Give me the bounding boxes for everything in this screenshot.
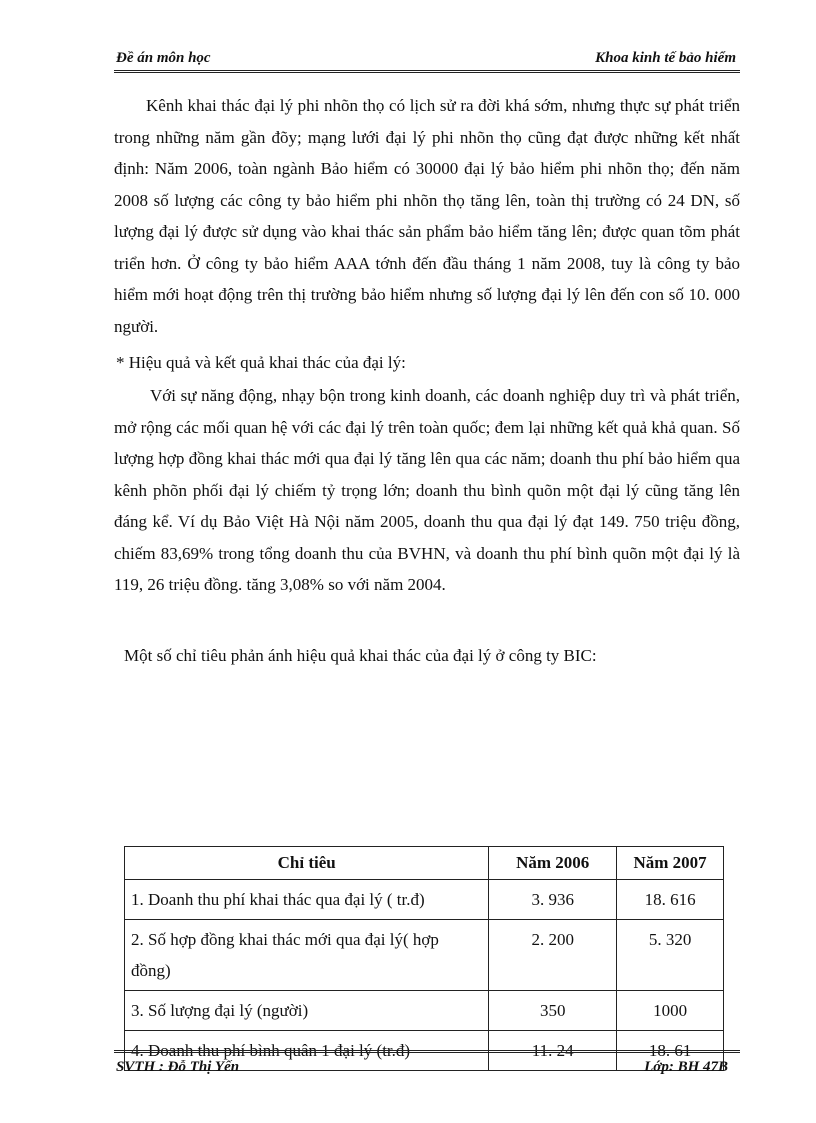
header-course-title: Đề án môn học [116, 50, 211, 66]
table-row [125, 920, 724, 991]
table-row [125, 991, 724, 1031]
cell-2007: 18. 61 [617, 1031, 724, 1071]
cell-indicator: 2. Số hợp đồng khai thác mới qua đại lý( hợp đồng) [125, 920, 489, 991]
cell-2006: 350 [489, 991, 617, 1031]
section-bullet-heading: * Hiệu quả và kết quả khai thác của đại lý: [116, 353, 406, 372]
table-header-row [125, 847, 724, 880]
cell-2006: 3. 936 [489, 880, 617, 920]
cell-2007: 18. 616 [617, 880, 724, 920]
cell-indicator: 4. Doanh thu phí bình quân 1 đại lý (tr.đ) [125, 1031, 489, 1071]
cell-2007: 1000 [617, 991, 724, 1031]
paragraph-agent-channel: Kênh khai thác đại lý phi nhõn thọ có lịch sử ra đời khá sớm, nhưng thực sự phát triển trong những năm gần đõy; mạng lưới đại lý phi nhõn thọ cũng đạt được những kết nhất định: Năm 2006, toàn ngành Bảo hiểm có 30000 đại lý bảo hiểm phi nhõn thọ; đến năm 2008 số lượng các công ty bảo hiểm phi nhõn thọ tăng lên, toàn thị trường có 24 DN, số lượng đại lý được sử dụng vào khai thác sản phẩm bảo hiểm tăng lên; được quan tõm phát triển hơn. Ở công ty bảo hiểm AAA tớnh đến đầu tháng 1 năm 2008, tuy là công ty bảo hiểm mới hoạt động trên thị trường bảo hiểm nhưng số lượng đại lý lên đến con số 10. 000 người. [114, 96, 740, 336]
header-faculty: Khoa kinh tế bảo hiểm [595, 50, 736, 66]
table-row [125, 880, 724, 920]
page-footer [114, 1050, 740, 1079]
header-year-2007: Năm 2007 [617, 847, 724, 880]
header-year-2006: Năm 2006 [489, 847, 617, 880]
indicators-table [124, 846, 724, 1071]
paragraph-agent-results: Với sự năng động, nhạy bộn trong kinh doanh, các doanh nghiệp duy trì và phát triển, mở rộng các mối quan hệ với các đại lý trên toàn quốc; đem lại những kết quả khả quan. Số lượng hợp đồng khai thác mới qua đại lý tăng lên qua các năm; doanh thu phí bảo hiểm qua kênh phõn phối đại lý chiếm tỷ trọng lớn; doanh thu bình quõn một đại lý cũng tăng lên đáng kể. Ví dụ Bảo Việt Hà Nội năm 2005, doanh thu qua đại lý đạt 149. 750 triệu đồng, chiếm 83,69% trong tổng doanh thu của BVHN, và doanh thu phí bình quõn một đại lý là 119, 26 triệu đồng. tăng 3,08% so với năm 2004. [114, 386, 740, 594]
cell-2006: 11. 24 [489, 1031, 617, 1071]
cell-indicator: 1. Doanh thu phí khai thác qua đại lý ( tr.đ) [125, 880, 489, 920]
indicators-table-container [124, 846, 724, 1060]
header-indicator: Chỉ tiêu [125, 847, 489, 880]
cell-2006: 2. 200 [489, 920, 617, 991]
footer-class: Lớp: BH 47B [644, 1059, 728, 1075]
table-intro-text: Một số chỉ tiêu phản ánh hiệu quả khai thác của đại lý ở công ty BIC: [124, 646, 597, 665]
footer-student-name: SVTH : Đỗ Thị Yến [116, 1059, 240, 1075]
page-header [114, 48, 740, 73]
cell-indicator: 3. Số lượng đại lý (người) [125, 991, 489, 1031]
cell-2007: 5. 320 [617, 920, 724, 991]
